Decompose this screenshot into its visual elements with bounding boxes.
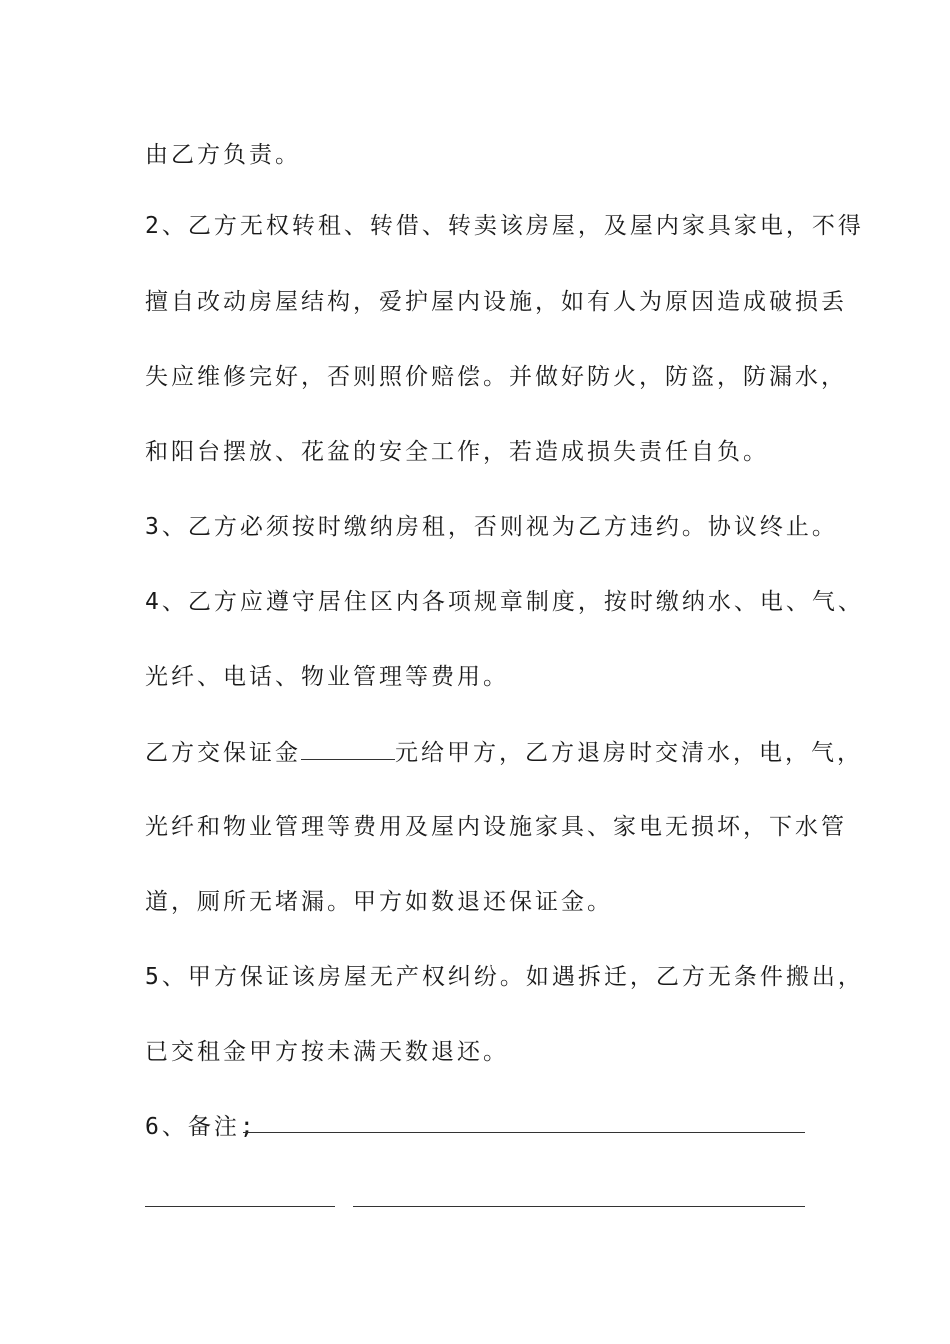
text-line-4: 失应维修完好，否则照价赔偿。并做好防火，防盗，防漏水， [145, 364, 847, 390]
text-line-7: 4、乙方应遵守居住区内各项规章制度，按时缴纳水、电、气、 [145, 589, 864, 615]
text-line-5: 和阳台摆放、花盆的安全工作，若造成损失责任自负。 [145, 439, 769, 465]
text-line-10: 光纤和物业管理等费用及屋内设施家具、家电无损坏，下水管 [145, 814, 847, 840]
text-line-6: 3、乙方必须按时缴纳房租，否则视为乙方违约。协议终止。 [145, 514, 838, 540]
remarks-label: 6、备注; [145, 1114, 257, 1140]
remarks-blank-2[interactable] [145, 1206, 335, 1207]
text-line-11: 道，厕所无堵漏。甲方如数退还保证金。 [145, 889, 613, 915]
deposit-suffix: 元给甲方，乙方退房时交清水，电，气， [395, 740, 863, 766]
deposit-amount-blank[interactable] [301, 737, 395, 760]
text-line-12: 5、甲方保证该房屋无产权纠纷。如遇拆迁，乙方无条件搬出， [145, 964, 864, 990]
text-line-13: 已交租金甲方按未满天数退还。 [145, 1039, 509, 1065]
remarks-blank-1[interactable] [243, 1132, 805, 1133]
text-line-2: 2、乙方无权转租、转借、转卖该房屋，及屋内家具家电，不得 [145, 213, 864, 239]
remarks-line [145, 1112, 835, 1142]
text-line-3: 擅自改动房屋结构，爱护屋内设施，如有人为原因造成破损丢 [145, 289, 847, 315]
deposit-prefix: 乙方交保证金 [145, 740, 301, 766]
deposit-line [145, 737, 863, 768]
text-line-8: 光纤、电话、物业管理等费用。 [145, 664, 509, 690]
text-line-1: 由乙方负责。 [145, 142, 301, 168]
remarks-blank-3[interactable] [353, 1206, 805, 1207]
